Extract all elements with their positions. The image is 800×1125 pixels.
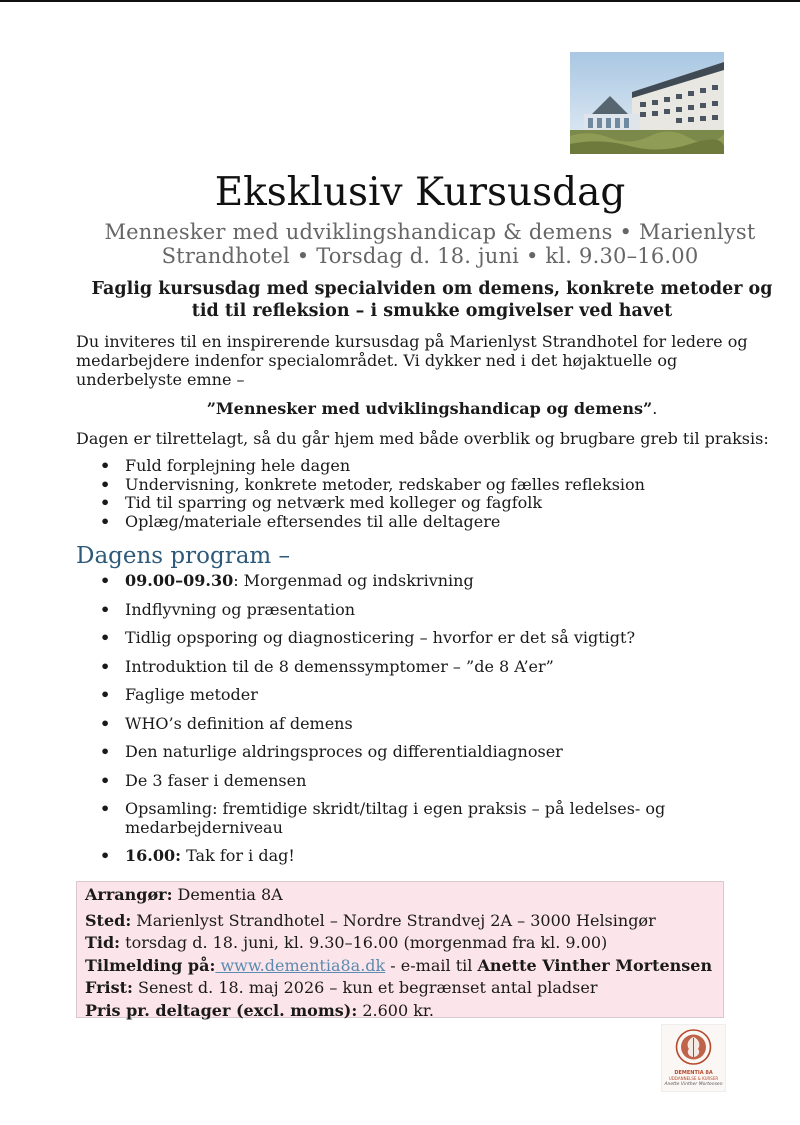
logo-name: DEMENTIA 8A (674, 1070, 713, 1076)
signup-label: Tilmelding på: (85, 955, 216, 975)
event-subtitle: Mennesker med udviklingshandicap & demens • Marienlyst Strandhotel • Torsdag d. 18. juni • kl. 9.30–16.00 (104, 220, 756, 268)
lead-in-paragraph: Dagen er tilrettelagt, så du går hjem med både overblik og brugbare greb til praksis: (76, 429, 769, 448)
signup-contact: Anette Vinther Mortensen (477, 955, 713, 975)
program-heading: Dagens program – (76, 543, 291, 569)
list-item: • Undervisning, konkrete metoder, redskaber og fælles refleksion (100, 476, 790, 495)
program-text: : Morgenmad og indskrivning (233, 571, 474, 590)
page-title: Eksklusiv Kursusdag (214, 170, 626, 215)
place-label: Sted: (85, 910, 132, 930)
signup-row (85, 955, 723, 978)
organizer-label: Arrangør: (85, 885, 173, 904)
program-time: 09.00–09.30 (125, 571, 234, 590)
list-item: • Tid til sparring og netværk med kolleger og fagfolk (100, 494, 790, 513)
signup-link[interactable]: www.dementia8a.dk (215, 955, 386, 975)
program-list (100, 572, 710, 876)
info-box (76, 881, 724, 1018)
place-value: Marienlyst Strandhotel – Nordre Strandvej 2A – 3000 Helsingør (131, 910, 656, 930)
program-item: • WHO’s definition af demens (100, 715, 710, 734)
price-row (85, 1000, 723, 1023)
intro-paragraph: Du inviteres til en inspirerende kursusdag på Marienlyst Strandhotel for ledere og medarbejdere indenfor specialområdet. Vi dykker ned i det højaktuelle og underbelyste emne – (76, 332, 748, 389)
time-row (85, 932, 723, 955)
hotel-photo (570, 52, 724, 154)
time-label: Tid: (85, 933, 121, 952)
topic-quote (76, 399, 788, 418)
signup-mid: - e-mail til (385, 955, 478, 975)
program-item: • Introduktion til de 8 demenssymptomer – ”de 8 A’er” (100, 658, 710, 677)
program-item (100, 572, 710, 591)
logo-tagline: UDDANNELSE & KURSER (668, 1076, 719, 1081)
benefits-list (100, 457, 790, 531)
program-time: 16.00: (125, 846, 182, 865)
price-value: 2.600 kr. (357, 1000, 434, 1020)
lead-text: Faglig kursusdag med specialviden om demens, konkrete metoder og tid til refleksion – i smukke omgivelser ved havet (91, 279, 773, 321)
program-item: • Opsamling: fremtidige skridt/tiltag i egen praksis – på ledelses- og medarbejderniveau (100, 800, 710, 837)
organizer-row (85, 884, 723, 907)
price-label: Pris pr. deltager (excl. moms): (85, 1000, 358, 1020)
hotel-photo-illustration (570, 52, 724, 154)
logo-signature: Anette Vinther Mortensen (664, 1082, 723, 1087)
deadline-value: Senest d. 18. maj 2026 – kun et begrænset antal pladser (132, 978, 598, 997)
list-item: • Oplæg/materiale eftersendes til alle deltagere (100, 513, 790, 532)
program-item: • Tidlig opsporing og diagnosticering – hvorfor er det så vigtigt? (100, 629, 710, 648)
program-item: • Indflyvning og præsentation (100, 601, 710, 620)
dementia-logo (661, 1024, 726, 1092)
organizer-value: Dementia 8A (172, 885, 283, 904)
topic-quote-tail: . (652, 399, 658, 418)
program-item: • De 3 faser i demensen (100, 772, 710, 791)
list-item: • Fuld forplejning hele dagen (100, 457, 790, 476)
place-row (85, 910, 723, 933)
program-item: • Den naturlige aldringsproces og differentialdiagnoser (100, 743, 710, 762)
deadline-row (85, 977, 723, 1000)
deadline-label: Frist: (85, 978, 133, 997)
program-item: • Faglige metoder (100, 686, 710, 705)
time-value: torsdag d. 18. juni, kl. 9.30–16.00 (morgenmad fra kl. 9.00) (120, 933, 608, 952)
program-text: Tak for i dag! (181, 846, 295, 865)
logo-caption (662, 1070, 725, 1088)
topic-quote-text: ”Mennesker med udviklingshandicap og demens” (206, 399, 653, 418)
program-item (100, 847, 710, 866)
